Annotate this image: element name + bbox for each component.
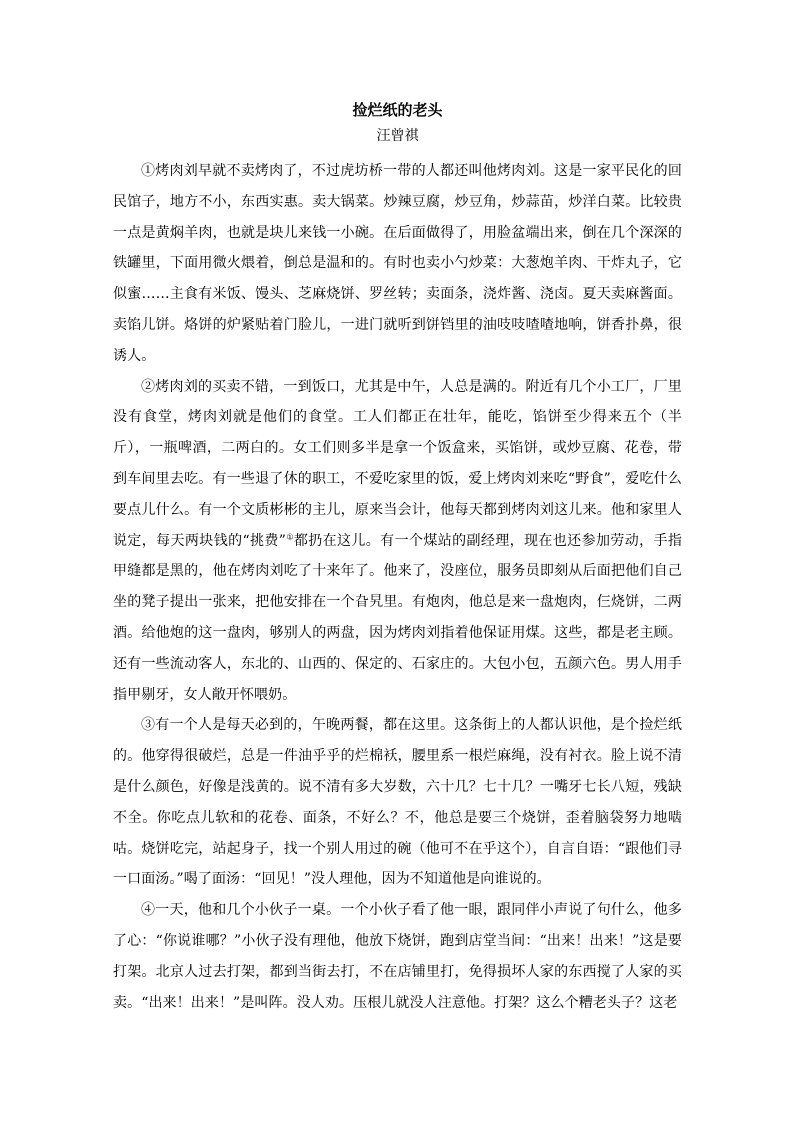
- article-title: 捡烂纸的老头: [352, 101, 443, 119]
- paragraph-text: 有一个人是每天必到的，午晚两餐，都在这里。这条街上的人都认识他，是个捡烂纸的。他穿得很破烂，总是一件油乎乎的烂棉袄，腰里系一根烂麻绳，没有衬衣。脸上说不清是什么颜色，好像是浅黄的。说不清有多大岁数，六十几？七十几？一嘴牙七长八短，残缺不全。你吃点儿软和的花卷、面条，不好么？不，他总是要三个烧饼，歪着脑袋努力地啮咕。烧饼吃完，站起身子，找一个别人用过的碗（他可不在乎这个），自言自语：“跟他们寻一口面汤。”喝了面汤：“回见！”没人理他，因为不知道他是向谁说的。: [113, 717, 682, 888]
- paragraph-marker: ②: [141, 378, 156, 395]
- paragraph-text: 一天，他和几个小伙子一桌。一个小伙子看了他一眼，跟同伴小声说了句什么，他多了心：“你说谁哪？”小伙子没有理他，他放下烧饼，跑到店堂当间：“出来！出来！”这是要打架。北京人过去打架，都到当街去打，不在店铺里打，免得损坏人家的东西搅了人家的买卖。“出来！出来！”是叫阵。没人劝。压根儿就没人注意他。打架？这么个糟老头子？这老: [113, 902, 682, 1011]
- paragraph-3: [113, 710, 682, 895]
- paragraph-marker: ③: [141, 717, 156, 734]
- paragraph-text: 都扔在这儿。有一个煤站的副经理，现在也还参加劳动，手指甲缝都是黑的，他在烤肉刘吃了十来年了。他来了，没座位，服务员即刻从后面把他们自己坐的凳子提出一张来，把他安排在一个旮旯里。有炮肉，他总是来一盘炮肉，仨烧饼，二两酒。给他炮的这一盘肉，够别人的两盘，因为烤肉刘指着他保证用煤。这些，都是老主顾。还有一些流动客人，东北的、山西的、保定的、石家庄的。大包小包，五颜六色。男人用手指甲剔牙，女人敞开怀喂奶。: [113, 532, 682, 703]
- paragraph-text: 烤肉刘早就不卖烤肉了，不过虎坊桥一带的人都还叫他烤肉刘。这是一家平民化的回民馆子，地方不小，东西实惠。卖大锅菜。炒辣豆腐，炒豆角，炒蒜苗，炒洋白菜。比较贵一点是黄焖羊肉，也就是块儿来钱一小碗。在后面做得了，用脸盆端出来，倒在几个深深的铁罐里，下面用微火煨着，倒总是温和的。有时也卖小勺炒菜：大葱炮羊肉、干炸丸子，它似蜜……主食有米饭、馒头、芝麻烧饼、罗丝转；卖面条，浇炸酱、浇卤。夏天卖麻酱面。卖馅儿饼。烙饼的炉紧贴着门脸儿，一进门就听到饼铛里的油吱吱喳喳地响，饼香扑鼻，很诱人。: [113, 163, 682, 364]
- paragraph-marker: ①: [141, 163, 156, 179]
- paragraph-1: [113, 156, 682, 372]
- footnote-marker: ①: [286, 531, 294, 541]
- article-author: 汪曾祺: [376, 128, 419, 144]
- paragraph-4: [113, 895, 682, 1018]
- paragraph-2: [113, 372, 682, 711]
- paragraph-marker: ④: [141, 902, 156, 919]
- document-page: [113, 98, 682, 1018]
- paragraph-text: 烤肉刘的买卖不错，一到饭口，尤其是中午，人总是满的。附近有几个小工厂，厂里没有食堂，烤肉刘就是他们的食堂。工人们都正在壮年，能吃，馅饼至少得来五个（半斤），一瓶啤酒，二两白的。女工们则多半是拿一个饭盒来，买馅饼，或炒豆腐、花卷，带到车间里去吃。有一些退了休的职工，不爱吃家里的饭，爱上烤肉刘来吃“野食”，爱吃什么要点儿什么。有一个文质彬彬的主儿，原来当会计，他每天都到烤肉刘这儿来。他和家里人说定，每天两块钱的“挑费”: [113, 378, 682, 549]
